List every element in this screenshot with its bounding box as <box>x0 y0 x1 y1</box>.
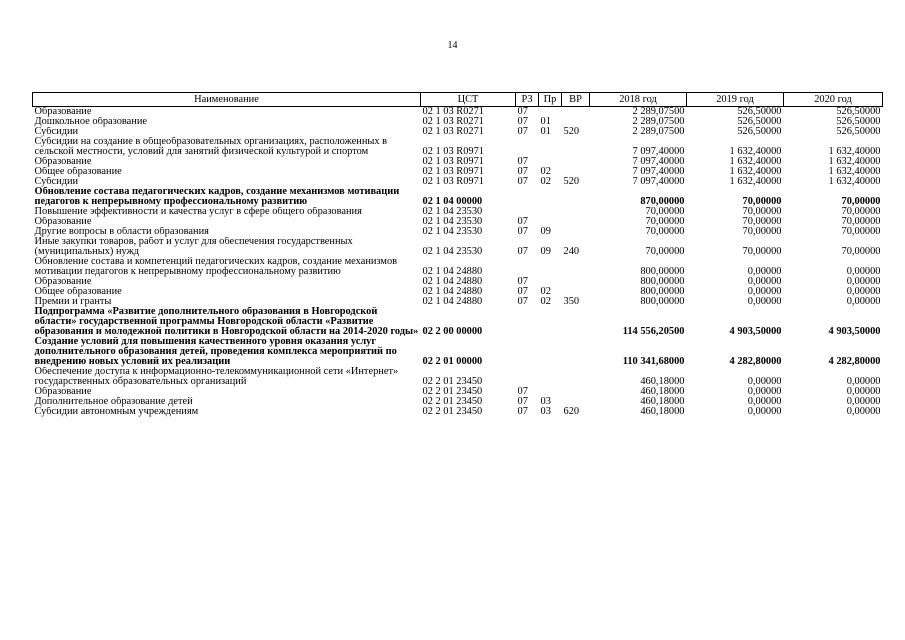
row-name: Субсидии <box>34 127 79 137</box>
row-cst: 02 1 04 23530 <box>422 207 483 217</box>
row-value-2019: 1 632,40000 <box>729 167 782 177</box>
table-row <box>33 137 883 157</box>
table-row <box>33 287 883 297</box>
row-pr: 02 <box>540 297 551 307</box>
column-header-cst: ЦСТ <box>421 93 516 107</box>
row-value-2020: 1 632,40000 <box>828 167 881 177</box>
row-rz: 07 <box>517 297 528 307</box>
row-pr <box>539 107 562 118</box>
row-pr <box>539 257 562 277</box>
row-value-2018: 800,00000 <box>640 297 685 307</box>
row-cst: 02 1 03 R0271 <box>422 117 484 127</box>
row-value-2020: 1 632,40000 <box>828 177 881 187</box>
column-header-rz: РЗ <box>516 93 539 107</box>
row-pr <box>539 307 562 337</box>
row-rz <box>516 367 539 387</box>
row-value-2018: 2 289,07500 <box>632 127 685 137</box>
column-header-vr: ВР <box>562 93 590 107</box>
row-rz: 07 <box>517 397 528 407</box>
row-pr: 02 <box>540 287 551 297</box>
row-vr: 520 <box>563 127 580 137</box>
row-value-2020: 70,00000 <box>841 207 881 217</box>
row-value-2020: 0,00000 <box>846 297 881 307</box>
table-row <box>33 167 883 177</box>
table-row <box>33 237 883 257</box>
table-row <box>33 387 883 397</box>
row-name: Премии и гранты <box>34 297 112 307</box>
row-rz <box>516 207 539 217</box>
row-value-2020: 526,50000 <box>836 127 881 137</box>
row-value-2018: 460,18000 <box>640 376 685 387</box>
table-row <box>33 297 883 307</box>
row-cst: 02 2 00 00000 <box>422 326 483 337</box>
row-value-2019: 4 282,80000 <box>729 356 782 367</box>
row-name: Иные закупки товаров, работ и услуг для обеспечения государственных (муниципальных) нужд <box>34 237 353 257</box>
row-pr: 01 <box>540 117 551 127</box>
row-cst: 02 1 04 23530 <box>422 246 483 257</box>
row-vr <box>562 257 590 277</box>
row-value-2018: 7 097,40000 <box>632 177 685 187</box>
row-rz: 07 <box>517 277 528 287</box>
row-value-2018: 2 289,07500 <box>632 117 685 127</box>
row-cst: 02 2 01 23450 <box>422 376 483 387</box>
table-row <box>33 177 883 187</box>
row-cst: 02 1 03 R0971 <box>422 177 484 187</box>
table-row <box>33 257 883 277</box>
row-value-2018: 7 097,40000 <box>632 146 685 157</box>
row-rz: 07 <box>517 287 528 297</box>
row-value-2020: 0,00000 <box>846 387 881 397</box>
row-value-2018: 7 097,40000 <box>632 167 685 177</box>
row-value-2019: 0,00000 <box>747 376 782 387</box>
row-cst: 02 1 04 23530 <box>422 217 483 227</box>
row-value-2018: 110 341,68000 <box>622 356 685 367</box>
row-value-2018: 2 289,07500 <box>632 106 685 117</box>
row-name: Образование <box>34 217 92 227</box>
row-rz: 07 <box>517 167 528 177</box>
row-rz: 07 <box>517 246 528 257</box>
row-pr <box>539 277 562 287</box>
table-row <box>33 277 883 287</box>
table-row <box>33 157 883 167</box>
row-cst: 02 2 01 23450 <box>422 407 483 417</box>
table-header-row <box>33 93 883 107</box>
row-cst: 02 1 03 R0971 <box>422 146 484 157</box>
row-name: Обновление состава педагогических кадров, создание механизмов мотивации педагогов к непрерывному профессиональному развитию <box>34 187 400 207</box>
row-pr <box>539 387 562 397</box>
row-vr <box>562 397 590 407</box>
row-value-2019: 0,00000 <box>747 397 782 407</box>
row-vr: 240 <box>563 246 580 257</box>
row-name: Общее образование <box>34 167 122 177</box>
page-number: 14 <box>447 40 458 51</box>
row-value-2018: 7 097,40000 <box>632 157 685 167</box>
row-value-2020: 526,50000 <box>836 117 881 127</box>
row-value-2019: 1 632,40000 <box>729 157 782 167</box>
row-value-2018: 800,00000 <box>640 277 685 287</box>
row-name: Субсидии <box>34 177 79 187</box>
row-cst: 02 2 01 23450 <box>422 387 483 397</box>
row-name: Обеспечение доступа к информационно-телекоммуникационной сети «Интернет» государственных образовательных организаций <box>34 367 399 387</box>
row-name: Образование <box>34 277 92 287</box>
row-cst: 02 2 01 23450 <box>422 397 483 407</box>
row-value-2019: 0,00000 <box>747 277 782 287</box>
row-value-2018: 70,00000 <box>645 217 685 227</box>
row-pr <box>539 187 562 207</box>
row-pr: 02 <box>540 167 551 177</box>
row-value-2020: 70,00000 <box>841 196 881 207</box>
row-value-2019: 4 903,50000 <box>729 326 782 337</box>
row-vr <box>562 107 590 118</box>
row-name: Образование <box>34 157 92 167</box>
row-value-2018: 870,00000 <box>640 196 685 207</box>
column-header-pr: Пр <box>539 93 562 107</box>
row-rz <box>516 337 539 367</box>
row-name: Образование <box>34 106 92 117</box>
row-cst: 02 1 03 R0271 <box>422 127 484 137</box>
row-cst: 02 2 01 00000 <box>422 356 483 367</box>
row-name: Образование <box>34 387 92 397</box>
row-pr <box>539 157 562 167</box>
row-vr: 520 <box>563 177 580 187</box>
table-row <box>33 397 883 407</box>
row-vr <box>562 187 590 207</box>
row-rz: 07 <box>517 227 528 237</box>
row-name: Дополнительное образование детей <box>34 397 193 407</box>
row-pr <box>539 337 562 367</box>
column-header-2020: 2020 год <box>784 93 883 107</box>
row-value-2019: 70,00000 <box>742 207 782 217</box>
row-cst: 02 1 03 R0271 <box>422 106 484 117</box>
row-value-2019: 526,50000 <box>737 127 782 137</box>
row-value-2020: 70,00000 <box>841 217 881 227</box>
row-name: Повышение эффективности и качества услуг в сфере общего образования <box>34 207 362 217</box>
table-row <box>33 117 883 127</box>
column-header-name: Наименование <box>33 93 421 107</box>
table-row <box>33 127 883 137</box>
row-value-2020: 0,00000 <box>846 407 881 417</box>
row-value-2020: 0,00000 <box>846 287 881 297</box>
table-row <box>33 187 883 207</box>
row-value-2020: 70,00000 <box>841 246 881 257</box>
row-value-2018: 70,00000 <box>645 207 685 217</box>
row-value-2018: 70,00000 <box>645 246 685 257</box>
table-row <box>33 227 883 237</box>
row-value-2020: 0,00000 <box>846 277 881 287</box>
row-value-2018: 800,00000 <box>640 266 685 277</box>
row-rz: 07 <box>517 407 528 417</box>
row-cst: 02 1 03 R0971 <box>422 167 484 177</box>
row-name: Обновление состава и компетенций педагогических кадров, создание механизмов мотивации педагогов к непрерывному профессиональному развитию <box>34 257 398 277</box>
row-vr <box>562 277 590 287</box>
row-value-2018: 460,18000 <box>640 407 685 417</box>
row-value-2020: 4 282,80000 <box>828 356 881 367</box>
row-rz: 07 <box>517 117 528 127</box>
row-value-2020: 0,00000 <box>846 376 881 387</box>
row-vr <box>562 387 590 397</box>
row-rz <box>516 257 539 277</box>
row-value-2018: 70,00000 <box>645 227 685 237</box>
row-rz <box>516 137 539 157</box>
row-vr: 620 <box>563 407 580 417</box>
row-vr <box>562 167 590 177</box>
table-body <box>33 107 883 418</box>
row-vr <box>562 287 590 297</box>
table-row <box>33 217 883 227</box>
row-cst: 02 1 04 24880 <box>422 277 483 287</box>
row-value-2019: 0,00000 <box>747 287 782 297</box>
row-pr <box>539 217 562 227</box>
row-value-2019: 0,00000 <box>747 266 782 277</box>
row-pr: 03 <box>540 407 551 417</box>
row-pr <box>539 207 562 217</box>
row-name: Общее образование <box>34 287 122 297</box>
row-pr: 09 <box>540 246 551 257</box>
row-vr <box>562 117 590 127</box>
row-vr <box>562 337 590 367</box>
row-pr <box>539 137 562 157</box>
row-cst: 02 1 03 R0971 <box>422 157 484 167</box>
row-rz: 07 <box>517 127 528 137</box>
table-row <box>33 207 883 217</box>
row-value-2018: 114 556,20500 <box>622 326 685 337</box>
row-value-2019: 526,50000 <box>737 117 782 127</box>
row-vr <box>562 227 590 237</box>
budget-table <box>32 92 883 417</box>
table-row <box>33 107 883 118</box>
row-value-2018: 800,00000 <box>640 287 685 297</box>
row-value-2019: 70,00000 <box>742 227 782 237</box>
row-vr <box>562 307 590 337</box>
row-value-2019: 70,00000 <box>742 217 782 227</box>
column-header-2019: 2019 год <box>687 93 784 107</box>
row-name: Подпрограмма «Развитие дополнительного образования в Новгородской области» государственной программы Новгородской области «Развитие образования и молодежной политики в Новгородской области на 2014-2020 годы» <box>34 307 419 337</box>
row-value-2019: 70,00000 <box>742 196 782 207</box>
row-value-2020: 0,00000 <box>846 266 881 277</box>
row-pr: 09 <box>540 227 551 237</box>
row-value-2019: 1 632,40000 <box>729 146 782 157</box>
row-pr: 01 <box>540 127 551 137</box>
row-rz: 07 <box>517 157 528 167</box>
table-row <box>33 407 883 417</box>
row-value-2019: 526,50000 <box>737 106 782 117</box>
row-rz: 07 <box>517 106 528 117</box>
row-pr: 02 <box>540 177 551 187</box>
row-vr <box>562 157 590 167</box>
row-value-2019: 0,00000 <box>747 387 782 397</box>
row-value-2019: 70,00000 <box>742 246 782 257</box>
row-rz <box>516 307 539 337</box>
row-value-2020: 526,50000 <box>836 106 881 117</box>
row-value-2020: 1 632,40000 <box>828 146 881 157</box>
row-name: Дошкольное образование <box>34 117 148 127</box>
row-cst: 02 1 04 00000 <box>422 196 483 207</box>
row-pr: 03 <box>540 397 551 407</box>
row-value-2020: 70,00000 <box>841 227 881 237</box>
row-name: Создание условий для повышения качественного уровня оказания услуг дополнительного образования детей, проведения комплекса мероприятий по внедрению новых условий их реализации <box>34 337 397 367</box>
table-row <box>33 337 883 367</box>
row-cst: 02 1 04 23530 <box>422 227 483 237</box>
row-name: Субсидии автономным учреждениям <box>34 407 199 417</box>
row-cst: 02 1 04 24880 <box>422 266 483 277</box>
row-vr <box>562 217 590 227</box>
row-rz: 07 <box>517 387 528 397</box>
row-value-2019: 0,00000 <box>747 297 782 307</box>
table-row <box>33 367 883 387</box>
row-value-2018: 460,18000 <box>640 387 685 397</box>
row-rz <box>516 187 539 207</box>
row-value-2019: 1 632,40000 <box>729 177 782 187</box>
row-vr: 350 <box>563 297 580 307</box>
row-value-2020: 1 632,40000 <box>828 157 881 167</box>
row-vr <box>562 207 590 217</box>
row-value-2018: 460,18000 <box>640 397 685 407</box>
row-value-2019: 0,00000 <box>747 407 782 417</box>
row-value-2020: 0,00000 <box>846 397 881 407</box>
row-cst: 02 1 04 24880 <box>422 287 483 297</box>
row-cst: 02 1 04 24880 <box>422 297 483 307</box>
row-name: Субсидии на создание в общеобразовательных организациях, расположенных в сельской местности, условий для занятий физической культурой и спортом <box>34 137 388 157</box>
column-header-2018: 2018 год <box>590 93 687 107</box>
table-row <box>33 307 883 337</box>
row-vr <box>562 367 590 387</box>
row-name: Другие вопросы в области образования <box>34 227 209 237</box>
row-value-2020: 4 903,50000 <box>828 326 881 337</box>
row-rz: 07 <box>517 217 528 227</box>
row-vr <box>562 137 590 157</box>
row-rz: 07 <box>517 177 528 187</box>
row-pr <box>539 367 562 387</box>
